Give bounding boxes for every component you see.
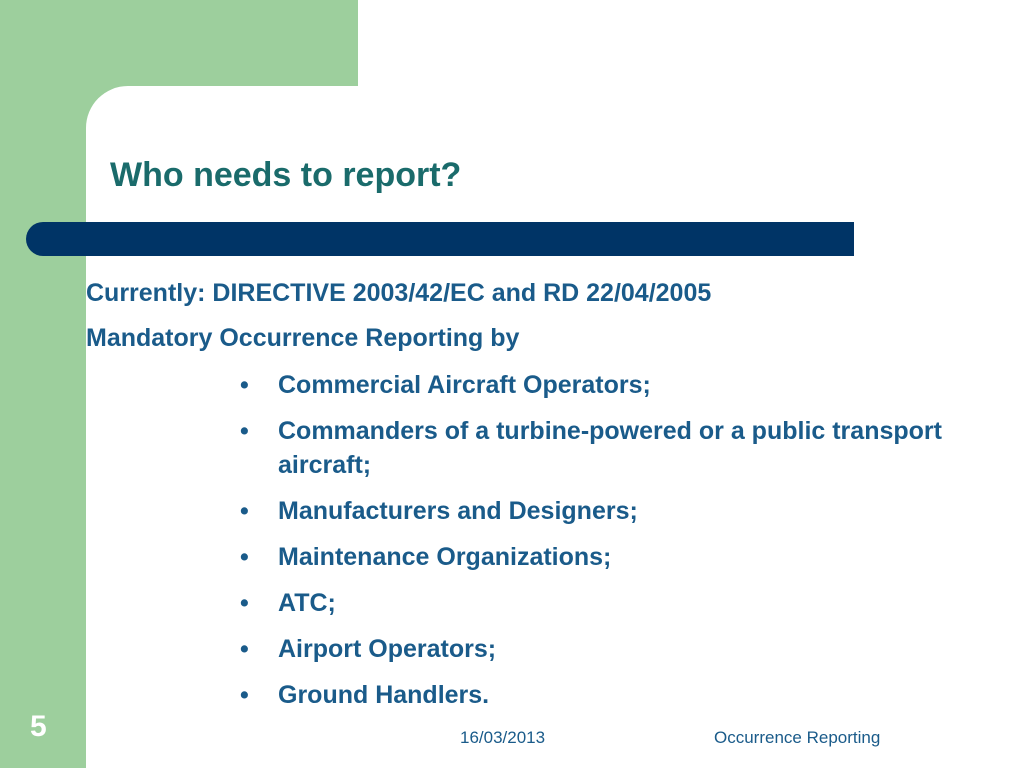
- list-item: [238, 586, 978, 620]
- bullet-icon: •: [240, 635, 249, 663]
- list-item: [238, 678, 978, 712]
- list-item-text: Maintenance Organizations;: [278, 543, 612, 571]
- list-item-text: Commanders of a turbine-powered or a public transport aircraft;: [278, 417, 942, 479]
- list-item: [238, 414, 978, 482]
- intro-line-mandatory: Mandatory Occurrence Reporting by: [86, 324, 520, 352]
- list-item-text: Commercial Aircraft Operators;: [278, 371, 651, 399]
- list-item-text: ATC;: [278, 589, 336, 617]
- slide-title: Who needs to report?: [110, 156, 462, 194]
- background-white-top: [358, 0, 1024, 90]
- list-item: [238, 632, 978, 666]
- list-item: [238, 494, 978, 528]
- reporters-list: [238, 368, 978, 724]
- list-item-text: Airport Operators;: [278, 635, 497, 663]
- list-item-text: Ground Handlers.: [278, 681, 490, 709]
- bullet-icon: •: [240, 681, 249, 709]
- list-item: [238, 540, 978, 574]
- bullet-icon: •: [240, 589, 249, 617]
- title-underline-bar: [26, 222, 854, 256]
- bullet-icon: •: [240, 371, 249, 399]
- footer-title: Occurrence Reporting: [714, 728, 881, 747]
- list-item-text: Manufacturers and Designers;: [278, 497, 638, 525]
- slide-number: 5: [30, 710, 47, 743]
- bullet-icon: •: [240, 497, 249, 525]
- list-item: [238, 368, 978, 402]
- footer-date: 16/03/2013: [460, 728, 546, 747]
- background-green-band: [0, 0, 358, 86]
- intro-line-directive: Currently: DIRECTIVE 2003/42/EC and RD 22/04/2005: [86, 279, 712, 307]
- bullet-icon: •: [240, 543, 249, 571]
- bullet-icon: •: [240, 417, 249, 445]
